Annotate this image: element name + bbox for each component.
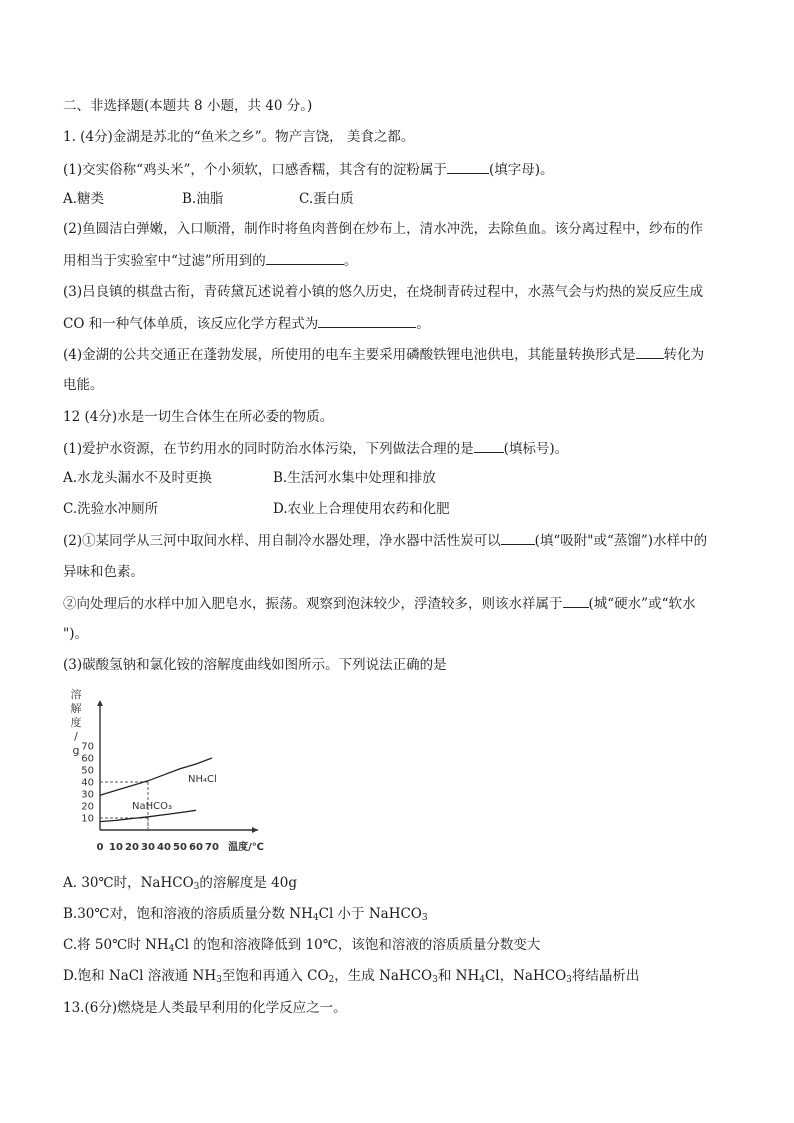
q12-option-d: D.农业上合理使用农药和化肥 [273, 501, 450, 517]
subscript: 4 [312, 913, 319, 923]
q11-part4-line2: 电能。 [63, 377, 104, 393]
x-axis-arrow [252, 827, 258, 833]
y-tick-label: 50 [81, 765, 94, 777]
choice-text: Cl，NaHCO [484, 968, 567, 984]
q11-stem: 1. (4分)金湖是苏北的“鱼米之乡”。物产言饶， 美食之都。 [63, 129, 415, 145]
q12-part2b-line1 [63, 594, 695, 613]
x-tick-label: 0 [96, 842, 104, 853]
answer-blank[interactable] [266, 251, 344, 265]
y-tick-label: 30 [81, 789, 94, 801]
y-tick-label: 60 [81, 753, 94, 765]
choice-text: Cl 的饱和溶液降低到 10℃，该饱和溶液的溶质质量分数变大 [174, 937, 541, 953]
q12-choice-a [63, 874, 297, 892]
choice-text: 和 NH [437, 968, 480, 984]
q12-choice-d [63, 967, 639, 985]
choice-text: 将结晶析出 [571, 968, 640, 984]
y-tick-label: 70 [81, 741, 94, 753]
q11-option-b: B.油脂 [182, 191, 224, 207]
solubility-chart [70, 688, 270, 863]
subscript: 3 [216, 975, 222, 985]
q12-part2a-text: (2)①某同学从三河中取间水样、用自制冷水器处理，净水器中活性炭可以 [63, 533, 501, 549]
q11-part3-suffix: 。 [416, 316, 430, 332]
q12-part2a-line2: 异味和色素。 [63, 564, 144, 580]
q11-part4-line1 [63, 345, 704, 364]
q13-stem: 13.(6分)燃烧是人类最早利用的化学反应之一。 [63, 1000, 347, 1016]
answer-blank[interactable] [447, 160, 489, 174]
q11-part3-line2 [63, 314, 430, 333]
choice-text: B.30℃对，饱和溶液的溶质质量分数 NH [63, 906, 313, 922]
y-tick-label: 40 [81, 777, 94, 789]
q11-part1-text: (1)交实俗称“鸡头米”，个小须软，口感香糯，其含有的淀粉属于 [63, 162, 447, 178]
q12-part3: (3)碳酸氢钠和氯化铵的溶解度曲线如图所示。下列说法正确的是 [63, 657, 447, 673]
answer-blank[interactable] [474, 439, 504, 453]
subscript: 4 [479, 975, 485, 985]
q12-part2b-text: ②向处理后的水样中加入肥皂水，振荡。观察到泡沫较少，浮渣较多，则该水祥属于 [63, 596, 563, 612]
x-axis-label: 温度/℃ [228, 842, 264, 853]
choice-text: Cl 小于 NaHCO [318, 906, 422, 922]
x-tick-label: 20 [125, 842, 139, 853]
subscript: 3 [193, 882, 200, 892]
subscript: 4 [168, 944, 175, 954]
q12-part1-text: (1)爱护水资源，在节约用水的同时防治水体污染，下列做法合理的是 [63, 441, 474, 457]
x-tick-label: 70 [205, 842, 219, 853]
y-axis-label-char: g [72, 744, 80, 757]
y-axis-label [71, 688, 82, 757]
q12-stem: 12 (4分)水是一切生合体生在所必委的物质。 [63, 409, 334, 425]
q11-option-c: C.蛋白质 [299, 191, 354, 207]
subscript: 2 [328, 975, 335, 985]
q12-option-c: C.洗验水冲厕所 [63, 501, 159, 517]
y-axis-label-char: 溶 [70, 688, 82, 701]
subscript: 3 [566, 975, 572, 985]
q11-part2-line2 [63, 251, 357, 270]
subscript: 3 [432, 975, 438, 985]
y-axis-arrow [97, 700, 103, 706]
q12-part2a-suffix: (填“吸附"或“蒸馏”)水样中的 [534, 533, 708, 549]
x-tick-label: 50 [173, 842, 187, 853]
section-title: 二、非选择题(本题共 8 小题，共 40 分。) [63, 98, 313, 114]
y-tick-label: 20 [81, 801, 94, 813]
y-tick-label: 10 [81, 813, 94, 825]
q12-option-a: A.水龙头漏水不及时更换 [63, 470, 213, 486]
choice-text: D.饱和 NaCl 溶液通 NH [63, 968, 217, 984]
series-label: NaHCO₃ [132, 800, 172, 812]
choice-text: 的溶解度是 40g [199, 875, 298, 891]
q11-part1 [63, 160, 553, 179]
answer-blank[interactable] [501, 531, 535, 545]
choice-text: C.将 50℃时 NH [63, 937, 169, 953]
y-axis-label-char: / [74, 730, 78, 743]
q11-part2-line1: (2)鱼圆洁白弹嫩，入口顺滑，制作时将鱼肉普倒在炒布上，清水冲洗，去除鱼血。该分离过程中，纱布的作 [63, 221, 704, 237]
q12-choice-b [63, 905, 428, 923]
x-tick-label: 30 [141, 842, 155, 853]
q11-part1-suffix: (填字母)。 [488, 162, 554, 178]
answer-blank[interactable] [636, 345, 664, 359]
y-axis-label-char: 解 [70, 702, 82, 715]
q12-choice-c [63, 936, 540, 954]
x-tick-label: 60 [189, 842, 203, 853]
choice-text: ，生成 NaHCO [334, 968, 433, 984]
q11-part3-line1: (3)吕良镇的棋盘古衔，青砖黛瓦述说着小镇的悠久历史，在烧制青砖过程中，水蒸气会与灼热的炭反应生成 [63, 284, 704, 300]
q12-part2a-line1 [63, 531, 707, 550]
q11-option-a: A.糖类 [63, 191, 105, 207]
q12-option-b: B.生活河水集中处理和排放 [273, 470, 436, 486]
choice-text: A. 30℃时，NaHCO [63, 875, 194, 891]
choice-text: 至饱和再通入 CO [221, 968, 329, 984]
x-tick-label: 10 [109, 842, 123, 853]
q12-part1-suffix: (填标号)。 [503, 441, 569, 457]
q12-part1 [63, 439, 568, 458]
q11-part4-suffix: 转化为 [663, 347, 705, 363]
q11-part2-suffix: 。 [343, 253, 358, 269]
x-tick-label: 40 [157, 842, 171, 853]
answer-blank[interactable] [563, 594, 589, 608]
q11-part3-text: CO 和一种气体单质，该反应化学方程式为 [63, 316, 319, 332]
q11-part2-text: 用相当于实验室中“过滤”所用到的 [63, 253, 266, 269]
subscript: 3 [421, 913, 428, 923]
series-label: NH₄Cl [188, 774, 217, 785]
q12-part2b-suffix: (城“硬水”或“软水 [588, 596, 696, 612]
q12-part2b-line2: ")。 [63, 626, 88, 642]
q11-part4-text: (4)金湖的公共交通正在蓬勃发展，所使用的电车主要采用磷酸铁锂电池供电，其能量转换形式是 [63, 347, 636, 363]
answer-blank[interactable] [318, 314, 416, 328]
y-axis-label-char: 度 [70, 716, 82, 729]
